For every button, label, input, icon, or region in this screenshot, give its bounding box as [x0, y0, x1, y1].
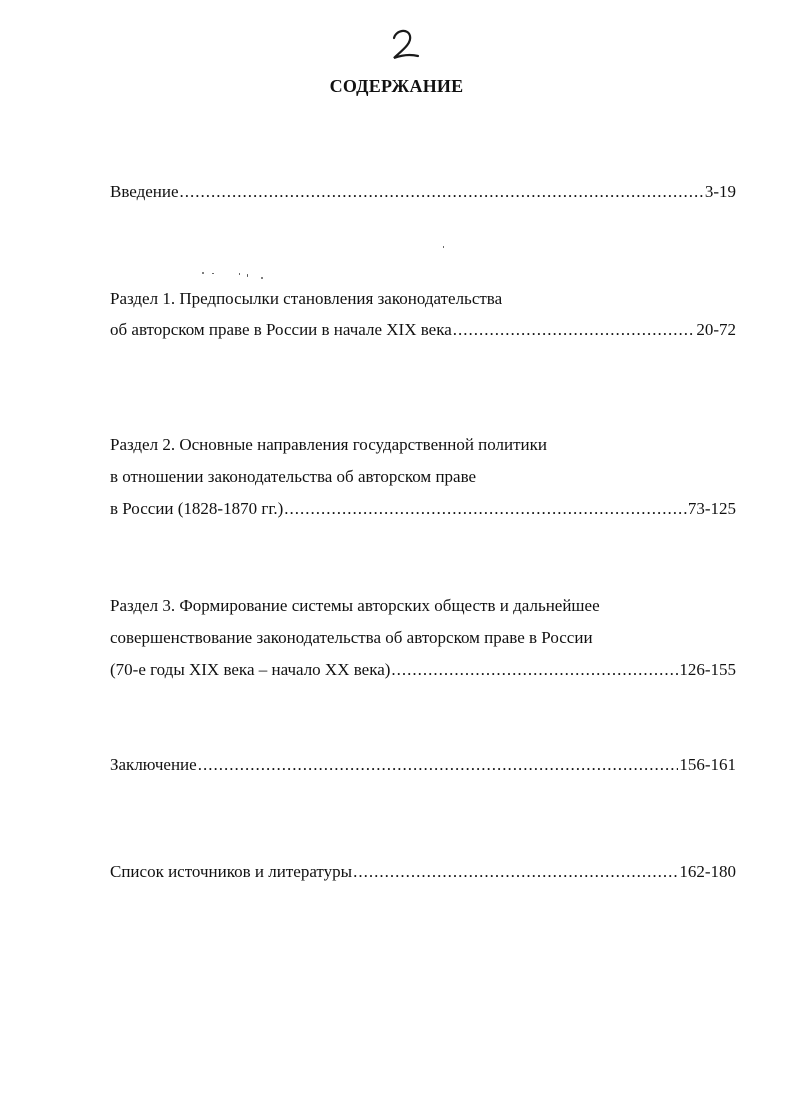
toc-conclusion-pages: 156-161 — [679, 755, 736, 774]
scan-speck — [212, 273, 214, 274]
dot-leader — [453, 320, 696, 340]
toc-entry-conclusion — [110, 755, 736, 775]
dot-leader — [180, 182, 704, 202]
toc-section3-line2: совершенствование законодательства об авторском праве в России — [110, 628, 593, 647]
scan-speck — [239, 273, 240, 275]
toc-intro-label: Введение — [110, 182, 179, 201]
page-title: СОДЕРЖАНИЕ — [329, 76, 464, 96]
toc-section2-line3: в России (1828-1870 гг.) — [110, 499, 284, 518]
dot-leader — [284, 499, 687, 519]
toc-section1-line1: Раздел 1. Предпосылки становления законодательства — [110, 289, 503, 308]
toc-section1-line2: об авторском праве в России в начале XIX века — [110, 320, 452, 339]
toc-entry-section3 — [110, 660, 736, 680]
dot-leader — [391, 660, 678, 680]
scan-speck — [202, 272, 204, 274]
handwritten-page-number — [380, 24, 430, 64]
toc-sources-pages: 162-180 — [679, 862, 736, 881]
scan-speck — [261, 277, 263, 279]
toc-entry-section1 — [110, 320, 736, 340]
toc-section3-pages: 126-155 — [679, 660, 736, 679]
handwritten-two-icon — [380, 24, 430, 64]
toc-section3-line1: Раздел 3. Формирование системы авторских обществ и дальнейшее — [110, 596, 600, 615]
toc-entry-section2 — [110, 499, 736, 519]
dot-leader — [353, 862, 678, 882]
toc-section2-pages: 73-125 — [687, 499, 736, 518]
scan-speck — [247, 274, 248, 277]
toc-section3-line3: (70-е годы XIX века – начало XX века) — [110, 660, 391, 679]
scan-speck — [443, 246, 444, 248]
toc-section2-line2: в отношении законодательства об авторском праве — [110, 467, 477, 486]
dot-leader — [198, 755, 679, 775]
toc-intro-pages: 3-19 — [704, 182, 736, 201]
toc-sources-label: Список источников и литературы — [110, 862, 353, 881]
toc-entry-sources — [110, 862, 736, 882]
toc-section1-pages: 20-72 — [696, 320, 736, 339]
toc-section2-line1: Раздел 2. Основные направления государственной политики — [110, 435, 548, 454]
toc-conclusion-label: Заключение — [110, 755, 197, 774]
toc-entry-intro — [110, 182, 736, 202]
